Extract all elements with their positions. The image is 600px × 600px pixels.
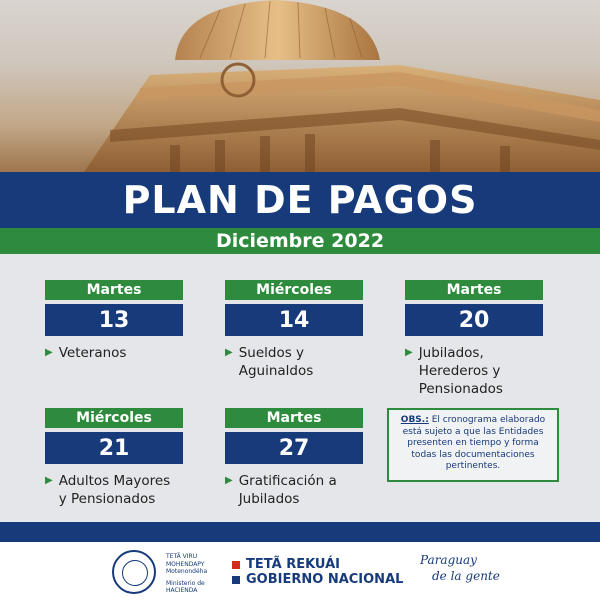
date-number: 27 [225,432,363,464]
triangle-bullet-icon: ▶ [405,347,413,358]
national-seal-logo [112,550,156,594]
beneficiary-description [45,472,183,508]
date-number: 20 [405,304,543,336]
triangle-bullet-icon: ▶ [45,347,53,358]
beneficiary-description [225,344,363,380]
description-line: Jubilados, [418,345,484,361]
date-number: 14 [225,304,363,336]
month-label: Diciembre 2022 [215,230,385,252]
beneficiary-description [225,472,363,508]
weekday-label: Martes [405,280,543,300]
title-banner [0,172,600,228]
description-line: Adultos Mayores [58,473,171,489]
description-line: Jubilados [238,491,300,507]
ministry-bottom-text: Ministerio de HACIENDA [166,579,205,594]
ministry-top-text: TETÃ VIRU MOHENDAPY Motenondéha [166,553,208,575]
description-line: Sueldos y [238,345,305,361]
seal-star-icon [122,560,148,586]
slogan-line-2: de la gente [432,569,500,583]
date-number: 21 [45,432,183,464]
description-line: Gratificación a [238,473,337,489]
weekday-label: Martes [225,408,363,428]
observation-note [387,408,559,482]
bottom-stripe [0,522,600,542]
gov-line-2: GOBIERNO NACIONAL [246,572,404,587]
building-illustration [0,0,600,178]
month-banner [0,228,600,254]
description-line: Veteranos [58,345,127,361]
date-number: 13 [45,304,183,336]
ministry-logo-text [166,553,226,595]
description-line: y Pensionados [58,491,156,507]
triangle-bullet-icon: ▶ [225,347,233,358]
schedule-card [45,408,183,508]
triangle-bullet-icon: ▶ [225,475,233,486]
schedule-card [405,280,543,398]
blue-square-icon [232,576,240,584]
description-line: Aguinaldos [238,363,314,379]
schedule-card [225,408,363,508]
schedule-card [45,280,183,362]
building-dome-photo [0,0,600,178]
weekday-label: Martes [45,280,183,300]
weekday-label: Miércoles [45,408,183,428]
description-line: Pensionados [418,381,503,397]
beneficiary-description [405,344,543,398]
description-line: Herederos y [418,363,501,379]
triangle-bullet-icon: ▶ [45,475,53,486]
slogan-logo [420,552,500,584]
beneficiary-description [45,344,183,362]
note-text: El cronograma elaborado está sujeto a que las Entidades presenten en tiempo y forma todas las documentaciones pertinentes. [402,415,546,471]
schedule-card [225,280,363,380]
government-logo [232,557,403,587]
note-label: OBS.: [400,415,429,425]
gov-line-1: TETÃ REKUÁI [246,557,340,572]
red-square-icon [232,561,240,569]
weekday-label: Miércoles [225,280,363,300]
page-title: PLAN DE PAGOS [122,178,478,222]
slogan-line-1: Paraguay [420,553,477,567]
